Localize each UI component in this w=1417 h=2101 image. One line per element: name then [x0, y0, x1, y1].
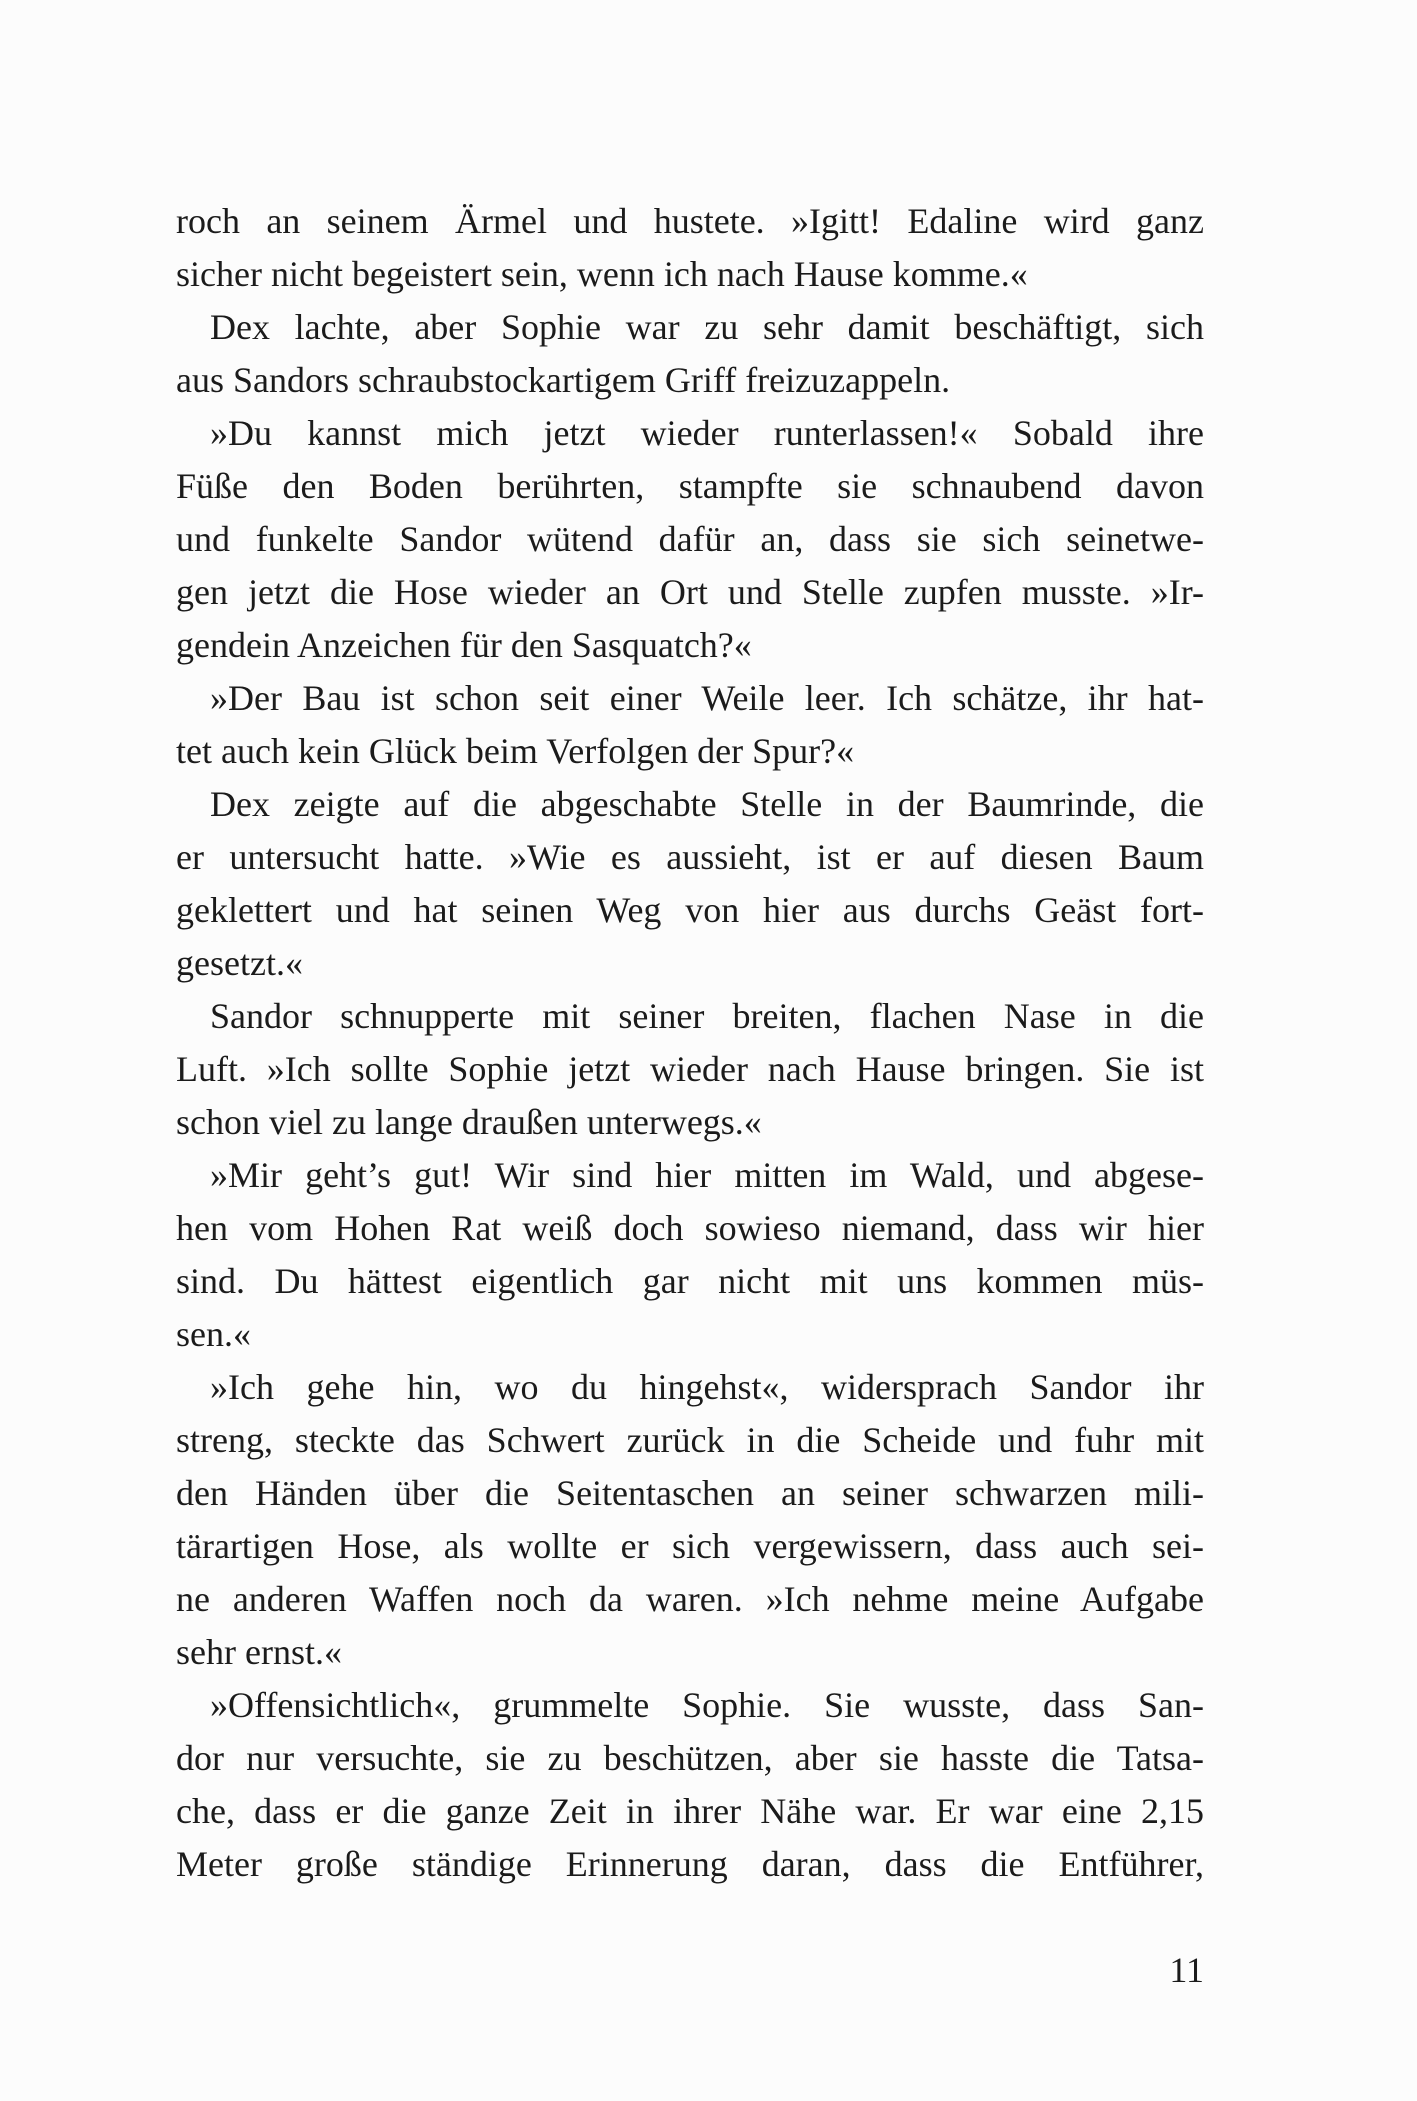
text-line: sen.« [176, 1314, 251, 1354]
text-line: dor nur versuchte, sie zu beschützen, aber sie hasste die Tatsa- [176, 1738, 1204, 1778]
text-line: Dex zeigte auf die abgeschabte Stelle in der Baumrinde, die [210, 784, 1204, 824]
text-line: tärartigen Hose, als wollte er sich vergewissern, dass auch sei- [176, 1526, 1204, 1566]
text-line: sicher nicht begeistert sein, wenn ich nach Hause komme.« [176, 254, 1028, 294]
text-line: Luft. »Ich sollte Sophie jetzt wieder nach Hause bringen. Sie ist [176, 1049, 1204, 1089]
text-line: sind. Du hättest eigentlich gar nicht mit uns kommen müs- [176, 1261, 1204, 1301]
text-line: »Offensichtlich«, grummelte Sophie. Sie wusste, dass San- [210, 1685, 1204, 1725]
text-line: schon viel zu lange draußen unterwegs.« [176, 1102, 762, 1142]
text-line: hen vom Hohen Rat weiß doch sowieso niemand, dass wir hier [176, 1208, 1204, 1248]
text-line: ne anderen Waffen noch da waren. »Ich nehme meine Aufgabe [176, 1579, 1204, 1619]
text-line: und funkelte Sandor wütend dafür an, dass sie sich seinetwe- [176, 519, 1204, 559]
page-number: 11 [1169, 1950, 1204, 1990]
text-line: Sandor schnupperte mit seiner breiten, flachen Nase in die [210, 996, 1204, 1036]
text-line: Füße den Boden berührten, stampfte sie schnaubend davon [176, 466, 1204, 506]
text-line: den Händen über die Seitentaschen an seiner schwarzen mili- [176, 1473, 1204, 1513]
text-line: er untersucht hatte. »Wie es aussieht, ist er auf diesen Baum [176, 837, 1204, 877]
text-line: »Du kannst mich jetzt wieder runterlassen!« Sobald ihre [210, 413, 1204, 453]
text-line: »Der Bau ist schon seit einer Weile leer. Ich schätze, ihr hat- [210, 678, 1204, 718]
text-line: tet auch kein Glück beim Verfolgen der Spur?« [176, 731, 855, 771]
text-line: »Ich gehe hin, wo du hingehst«, widersprach Sandor ihr [210, 1367, 1204, 1407]
text-line: Dex lachte, aber Sophie war zu sehr damit beschäftigt, sich [210, 307, 1204, 347]
text-line: gen jetzt die Hose wieder an Ort und Stelle zupfen musste. »Ir- [176, 572, 1204, 612]
page-text [176, 195, 1204, 1891]
text-line: roch an seinem Ärmel und hustete. »Igitt! Edaline wird ganz [176, 201, 1204, 241]
text-line: gesetzt.« [176, 943, 303, 983]
text-line: aus Sandors schraubstockartigem Griff freizuzappeln. [176, 360, 951, 400]
text-line: che, dass er die ganze Zeit in ihrer Nähe war. Er war eine 2,15 [176, 1791, 1204, 1831]
text-line: streng, steckte das Schwert zurück in die Scheide und fuhr mit [176, 1420, 1204, 1460]
text-line: »Mir geht’s gut! Wir sind hier mitten im Wald, und abgese- [210, 1155, 1204, 1195]
text-line: gendein Anzeichen für den Sasquatch?« [176, 625, 752, 665]
text-line: sehr ernst.« [176, 1632, 342, 1672]
text-line: geklettert und hat seinen Weg von hier aus durchs Geäst fort- [176, 890, 1204, 930]
text-line: Meter große ständige Erinnerung daran, dass die Entführer, [176, 1844, 1204, 1884]
